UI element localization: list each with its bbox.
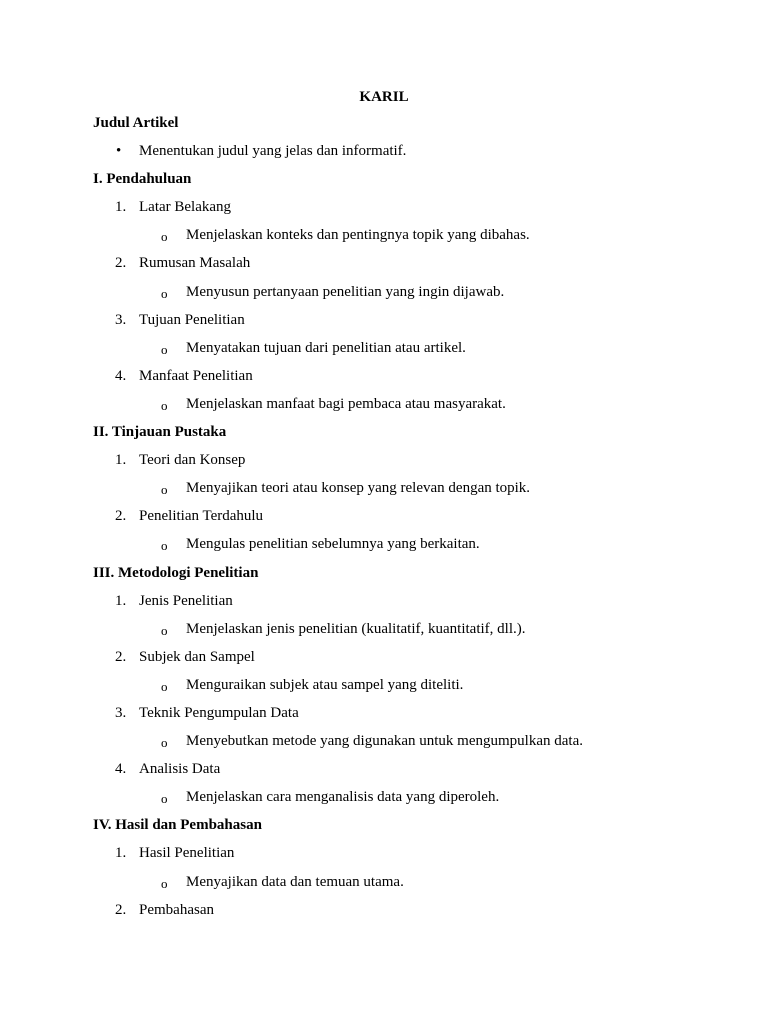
sub-item — [93, 677, 713, 705]
numbered-item — [93, 508, 713, 536]
circle-bullet-icon: o — [161, 482, 168, 498]
sub-item-text: Mengulas penelitian sebelumnya yang berkaitan. — [186, 536, 480, 553]
sub-item — [93, 284, 713, 312]
item-label: Teori dan Konsep — [139, 452, 246, 469]
item-number: 4. — [115, 761, 127, 778]
item-label: Latar Belakang — [139, 199, 232, 216]
sub-item — [93, 536, 713, 564]
numbered-item — [93, 845, 713, 873]
item-label: Jenis Penelitian — [139, 592, 233, 609]
section-heading: I. Pendahuluan — [93, 171, 192, 188]
numbered-item — [93, 368, 713, 396]
sub-item — [93, 621, 713, 649]
numbered-item — [93, 255, 713, 283]
circle-bullet-icon: o — [161, 229, 168, 245]
circle-bullet-icon: o — [161, 538, 168, 554]
sub-item — [93, 340, 713, 368]
item-number: 4. — [115, 367, 127, 384]
sub-item — [93, 789, 713, 817]
circle-bullet-icon: o — [161, 285, 168, 301]
outline-sections — [93, 171, 713, 930]
numbered-item — [93, 902, 713, 930]
item-label: Tujuan Penelitian — [139, 311, 245, 328]
sub-item-text: Menyebutkan metode yang digunakan untuk mengumpulkan data. — [186, 733, 583, 750]
sub-item-text: Menyajikan data dan temuan utama. — [186, 873, 404, 890]
sub-item-text: Menjelaskan jenis penelitian (kualitatif, kuantitatif, dll.). — [186, 620, 526, 637]
item-label: Manfaat Penelitian — [139, 367, 253, 384]
circle-bullet-icon: o — [161, 735, 168, 751]
document-body — [93, 115, 713, 930]
numbered-item — [93, 649, 713, 677]
circle-bullet-icon: o — [161, 875, 168, 891]
bullet-marker: • — [116, 143, 122, 160]
sub-item-text: Menjelaskan cara menganalisis data yang diperoleh. — [186, 789, 500, 806]
section-heading-judul: Judul Artikel — [93, 115, 179, 131]
sub-item-text: Menyajikan teori atau konsep yang relevan dengan topik. — [186, 480, 531, 497]
bullet-text: Menentukan judul yang jelas dan informatif. — [139, 143, 407, 160]
item-number: 1. — [115, 592, 127, 609]
item-number: 1. — [115, 199, 127, 216]
section-heading: III. Metodologi Penelitian — [93, 564, 259, 581]
sub-item — [93, 480, 713, 508]
sub-item-text: Menjelaskan konteks dan pentingnya topik yang dibahas. — [186, 227, 530, 244]
sub-item-text: Menyusun pertanyaan penelitian yang ingin dijawab. — [186, 283, 505, 300]
numbered-item — [93, 199, 713, 227]
section-heading: II. Tinjauan Pustaka — [93, 424, 227, 441]
numbered-item — [93, 452, 713, 480]
item-label: Teknik Pengumpulan Data — [139, 704, 299, 721]
item-label: Pembahasan — [139, 901, 214, 918]
sub-item — [93, 733, 713, 761]
circle-bullet-icon: o — [161, 622, 168, 638]
circle-bullet-icon: o — [161, 341, 168, 357]
item-number: 2. — [115, 255, 127, 272]
numbered-item — [93, 761, 713, 789]
item-number: 3. — [115, 311, 127, 328]
section-heading: IV. Hasil dan Pembahasan — [93, 817, 262, 834]
sub-item-text: Menyatakan tujuan dari penelitian atau artikel. — [186, 339, 466, 356]
circle-bullet-icon: o — [161, 678, 168, 694]
item-label: Subjek dan Sampel — [139, 648, 255, 665]
numbered-item — [93, 593, 713, 621]
item-number: 2. — [115, 508, 127, 525]
item-label: Analisis Data — [139, 761, 221, 778]
bullet-item — [93, 143, 713, 171]
item-number: 2. — [115, 648, 127, 665]
sub-item — [93, 874, 713, 902]
numbered-item — [93, 705, 713, 733]
circle-bullet-icon: o — [161, 397, 168, 413]
item-number: 1. — [115, 452, 127, 469]
sub-item — [93, 227, 713, 255]
sub-item-text: Menjelaskan manfaat bagi pembaca atau masyarakat. — [186, 395, 506, 412]
item-label: Hasil Penelitian — [139, 845, 235, 862]
item-number: 2. — [115, 901, 127, 918]
item-label: Rumusan Masalah — [139, 255, 251, 272]
item-number: 1. — [115, 845, 127, 862]
document-title: KARIL — [359, 89, 409, 105]
item-label: Penelitian Terdahulu — [139, 508, 264, 525]
sub-item-text: Menguraikan subjek atau sampel yang diteliti. — [186, 676, 464, 693]
item-number: 3. — [115, 704, 127, 721]
sub-item — [93, 396, 713, 424]
circle-bullet-icon: o — [161, 791, 168, 807]
numbered-item — [93, 312, 713, 340]
